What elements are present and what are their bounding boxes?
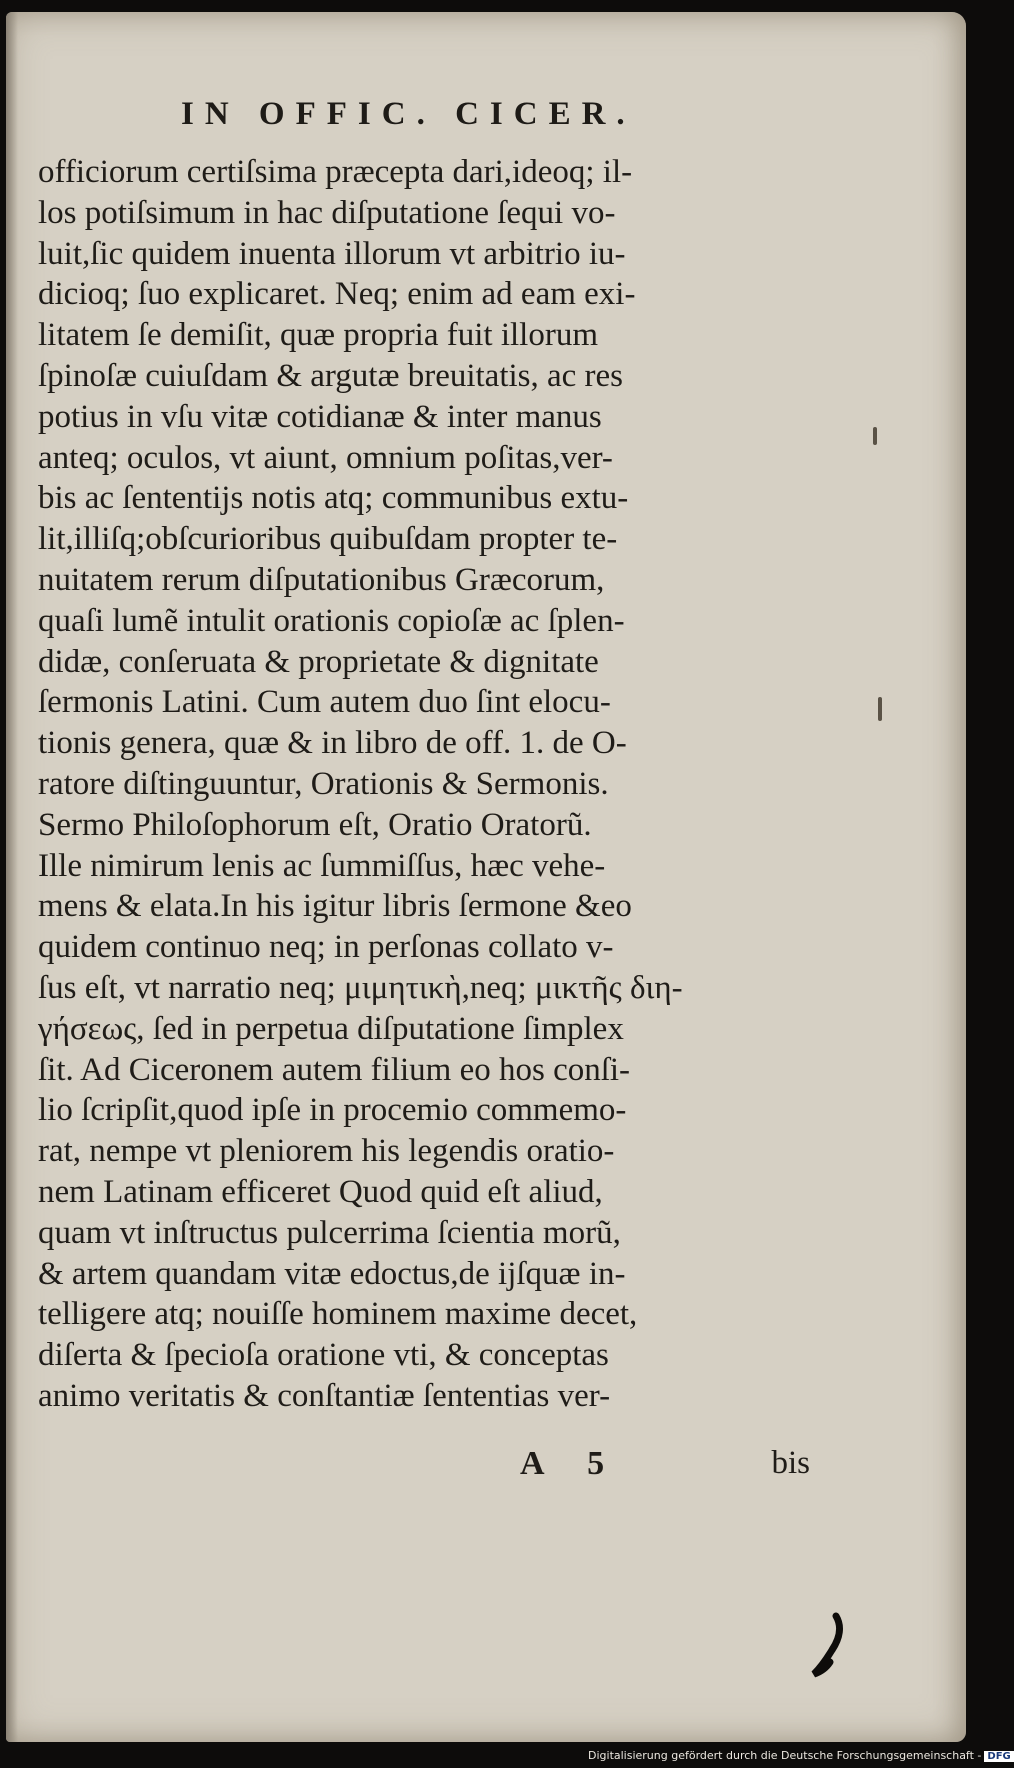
text-line: nuitatem rerum diſputationibus Græcorum, <box>38 561 605 598</box>
text-line: lit,illiſq;obſcurioribus quibuſdam propter te- <box>38 521 618 558</box>
dfg-logo: DFG <box>984 1751 1013 1762</box>
text-line: γήσεως, ſed in perpetua diſputatione ſimplex <box>38 1010 624 1047</box>
text-line: anteq; oculos, vt aiunt, omnium poſitas,ver- <box>38 439 613 476</box>
book-page <box>6 12 966 1742</box>
text-line: Ille nimirum lenis ac ſummiſſus, hæc vehe- <box>38 847 606 884</box>
body-text <box>38 152 798 1417</box>
catchword: bis <box>771 1445 810 1481</box>
text-line: potius in vſu vitæ cotidianæ & inter manus <box>38 398 602 435</box>
ink-mark-icon <box>806 1612 856 1682</box>
text-line: ratore diſtinguuntur, Orationis & Sermonis. <box>38 765 609 802</box>
text-line: mens & elata.In his igitur libris ſermone &eo <box>38 888 632 925</box>
text-line: officiorum certiſsima præcepta dari,ideoq; il- <box>38 154 633 190</box>
text-line: dicioq; ſuo explicaret. Neq; enim ad eam exi- <box>38 276 636 313</box>
text-line: lio ſcripſit,quod ipſe in procemio commemo- <box>38 1092 627 1129</box>
text-line: litatem ſe demiſit, quæ propria fuit illorum <box>38 317 598 354</box>
text-line: & artem quandam vitæ edoctus,de ijſquæ in- <box>38 1255 626 1292</box>
text-line: tionis genera, quæ & in libro de off. 1. de O- <box>38 725 627 762</box>
text-line: ſit. Ad Ciceronem autem filium eo hos conſi- <box>38 1051 631 1088</box>
text-line: nem Latinam efficeret Quod quid eſt aliud, <box>38 1173 603 1210</box>
margin-speck <box>878 697 882 721</box>
signature-mark: A 5 <box>520 1445 623 1482</box>
text-line: quaſi lumẽ intulit orationis copioſæ ac ſplen- <box>38 602 625 639</box>
page-gutter-shadow <box>6 12 18 1742</box>
credit-text: Digitalisierung gefördert durch die Deutsche Forschungsgemeinschaft - <box>588 1749 982 1762</box>
text-line: bis ac ſententijs notis atq; communibus extu- <box>38 480 629 517</box>
running-head: IN OFFIC. CICER. <box>181 96 636 132</box>
text-line: didæ, conſeruata & proprietate & dignitate <box>38 643 599 680</box>
margin-speck <box>873 427 877 445</box>
text-line: Sermo Philoſophorum eſt, Oratio Oratorũ. <box>38 806 592 843</box>
page-footer-marks <box>520 1445 810 1489</box>
text-line: ſpinoſæ cuiuſdam & argutæ breuitatis, ac res <box>38 357 624 394</box>
text-line: ſermonis Latini. Cum autem duo ſint elocu- <box>38 684 611 721</box>
text-line: animo veritatis & conſtantiæ ſententias ver- <box>38 1377 611 1414</box>
digitization-credit <box>588 1749 1011 1762</box>
text-line: telligere atq; nouiſſe hominem maxime decet, <box>38 1296 638 1333</box>
text-line: ſus eſt, vt narratio neq; μιμητικὴ,neq; μικτῆς διη- <box>38 969 683 1006</box>
text-line: diſerta & ſpecioſa oratione vti, & conceptas <box>38 1337 609 1374</box>
text-line: los potiſsimum in hac diſputatione ſequi vo- <box>38 194 616 231</box>
text-line: quidem continuo neq; in perſonas collato v- <box>38 929 614 966</box>
text-line: quam vt inſtructus pulcerrima ſcientia morũ, <box>38 1214 621 1251</box>
text-line: rat, nempe vt pleniorem his legendis oratio- <box>38 1133 615 1170</box>
text-line: luit,ſic quidem inuenta illorum vt arbitrio iu- <box>38 235 626 272</box>
